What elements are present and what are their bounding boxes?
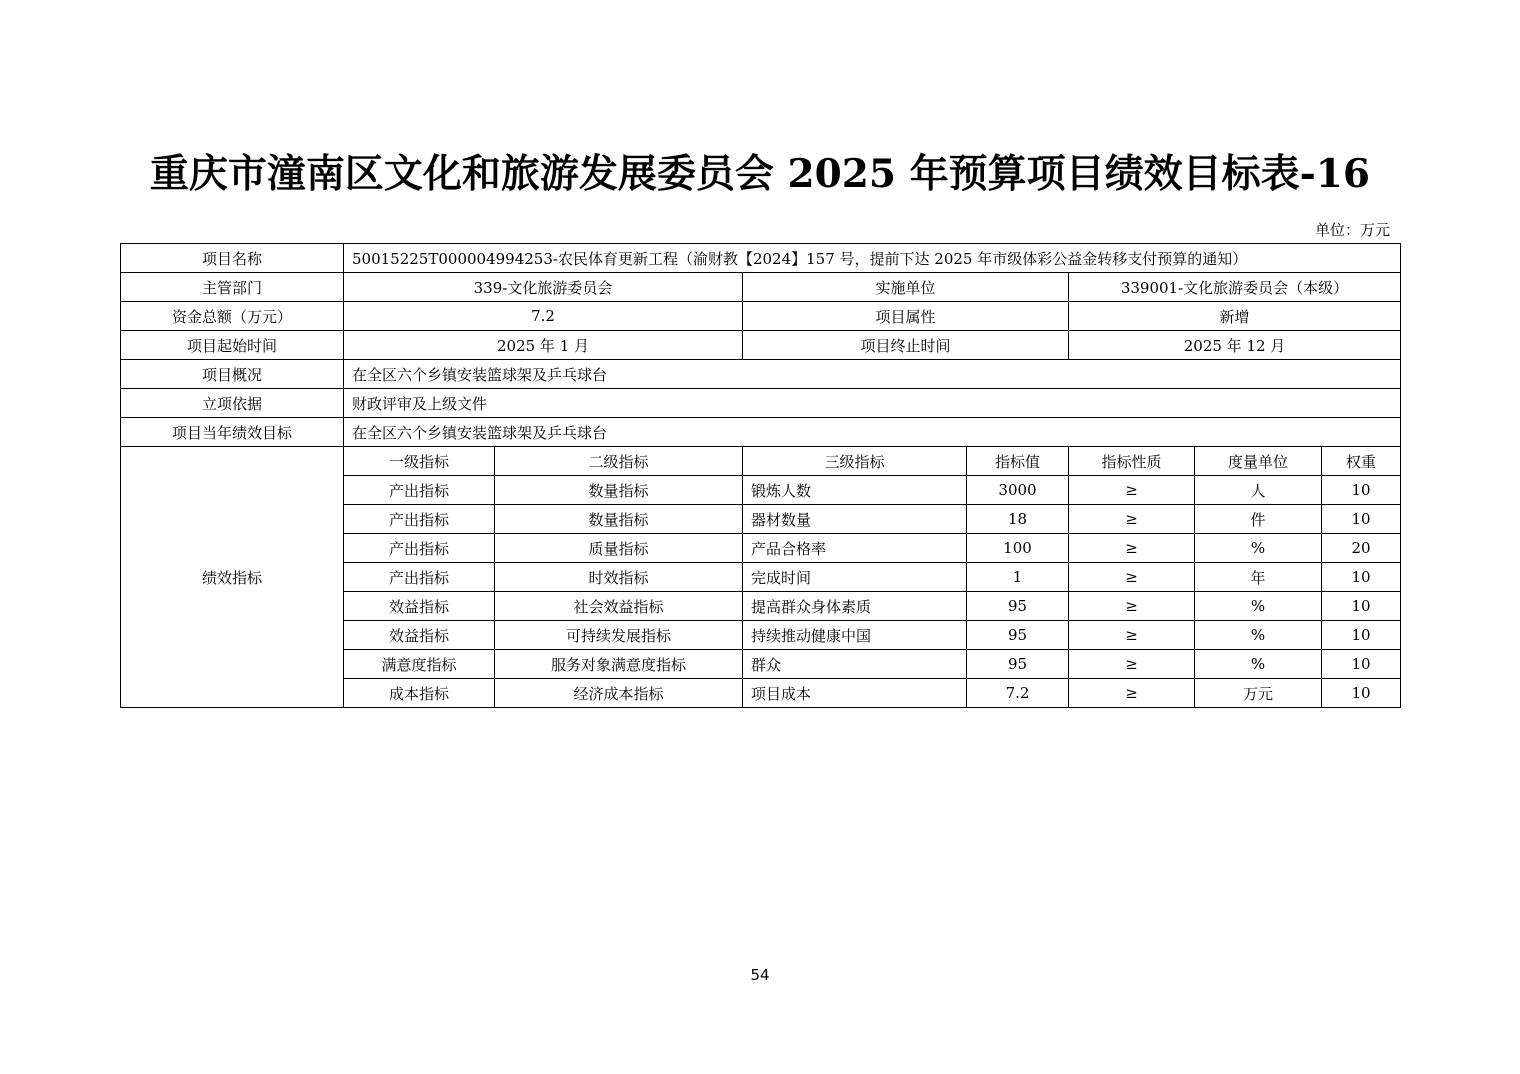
- indicator-level2: 可持续发展指标: [495, 621, 743, 650]
- indicator-value: 3000: [967, 476, 1069, 505]
- indicator-weight: 10: [1322, 505, 1401, 534]
- total-funds-label: 资金总额（万元）: [121, 302, 344, 331]
- indicator-level3: 锻炼人数: [743, 476, 967, 505]
- impl-unit-value: 339001-文化旅游委员会（本级）: [1069, 273, 1401, 302]
- indicator-level2: 时效指标: [495, 563, 743, 592]
- indicator-level3: 器材数量: [743, 505, 967, 534]
- indicator-nature: ≥: [1069, 621, 1195, 650]
- row-project-name: [121, 244, 1401, 273]
- header-level1: 一级指标: [344, 447, 495, 476]
- indicator-level1: 效益指标: [344, 621, 495, 650]
- goal-value: 在全区六个乡镇安装篮球架及乒乓球台: [344, 418, 1401, 447]
- dept-label: 主管部门: [121, 273, 344, 302]
- performance-target-table: [120, 243, 1401, 708]
- start-value: 2025 年 1 月: [344, 331, 743, 360]
- indicator-level2: 数量指标: [495, 505, 743, 534]
- indicator-level3: 完成时间: [743, 563, 967, 592]
- indicator-level3: 项目成本: [743, 679, 967, 708]
- indicator-unit: %: [1195, 621, 1322, 650]
- indicator-unit: %: [1195, 650, 1322, 679]
- header-nature: 指标性质: [1069, 447, 1195, 476]
- dept-value: 339-文化旅游委员会: [344, 273, 743, 302]
- overview-label: 项目概况: [121, 360, 344, 389]
- indicator-weight: 10: [1322, 679, 1401, 708]
- indicator-level1: 产出指标: [344, 563, 495, 592]
- indicator-level1: 产出指标: [344, 505, 495, 534]
- indicator-unit: 年: [1195, 563, 1322, 592]
- overview-value: 在全区六个乡镇安装篮球架及乒乓球台: [344, 360, 1401, 389]
- indicator-level1: 效益指标: [344, 592, 495, 621]
- indicator-level3: 产品合格率: [743, 534, 967, 563]
- header-value: 指标值: [967, 447, 1069, 476]
- row-dept: [121, 273, 1401, 302]
- indicator-unit: 万元: [1195, 679, 1322, 708]
- unit-label: 单位：万元: [1314, 221, 1390, 239]
- indicator-level1: 产出指标: [344, 534, 495, 563]
- indicator-level2: 质量指标: [495, 534, 743, 563]
- project-name-value: 50015225T000004994253-农民体育更新工程（渝财教【2024】157 号，提前下达 2025 年市级体彩公益金转移支付预算的通知）: [344, 244, 1401, 273]
- indicator-header-row: [121, 447, 1401, 476]
- indicator-level2: 经济成本指标: [495, 679, 743, 708]
- indicator-weight: 10: [1322, 476, 1401, 505]
- indicator-value: 95: [967, 650, 1069, 679]
- indicator-value: 100: [967, 534, 1069, 563]
- indicator-weight: 20: [1322, 534, 1401, 563]
- indicator-weight: 10: [1322, 621, 1401, 650]
- indicator-nature: ≥: [1069, 650, 1195, 679]
- indicator-value: 18: [967, 505, 1069, 534]
- row-overview: [121, 360, 1401, 389]
- total-funds-value: 7.2: [344, 302, 743, 331]
- row-period: [121, 331, 1401, 360]
- header-unit: 度量单位: [1195, 447, 1322, 476]
- indicator-level2: 数量指标: [495, 476, 743, 505]
- indicator-nature: ≥: [1069, 563, 1195, 592]
- indicator-unit: 人: [1195, 476, 1322, 505]
- indicator-level1: 满意度指标: [344, 650, 495, 679]
- indicator-weight: 10: [1322, 592, 1401, 621]
- indicator-level1: 成本指标: [344, 679, 495, 708]
- attr-label: 项目属性: [743, 302, 1069, 331]
- start-label: 项目起始时间: [121, 331, 344, 360]
- document-title: 重庆市潼南区文化和旅游发展委员会 2025 年预算项目绩效目标表-16: [149, 151, 1371, 197]
- indicator-level3: 提高群众身体素质: [743, 592, 967, 621]
- indicator-value: 7.2: [967, 679, 1069, 708]
- row-basis: [121, 389, 1401, 418]
- indicator-nature: ≥: [1069, 534, 1195, 563]
- row-goal: [121, 418, 1401, 447]
- indicator-value: 1: [967, 563, 1069, 592]
- page-number: 54: [750, 966, 770, 984]
- attr-value: 新增: [1069, 302, 1401, 331]
- end-value: 2025 年 12 月: [1069, 331, 1401, 360]
- header-level2: 二级指标: [495, 447, 743, 476]
- project-name-label: 项目名称: [121, 244, 344, 273]
- indicator-level1: 产出指标: [344, 476, 495, 505]
- goal-label: 项目当年绩效目标: [121, 418, 344, 447]
- basis-label: 立项依据: [121, 389, 344, 418]
- indicators-section-label: 绩效指标: [121, 447, 344, 708]
- indicator-nature: ≥: [1069, 679, 1195, 708]
- indicator-nature: ≥: [1069, 505, 1195, 534]
- indicator-nature: ≥: [1069, 592, 1195, 621]
- indicator-level2: 社会效益指标: [495, 592, 743, 621]
- header-level3: 三级指标: [743, 447, 967, 476]
- indicator-level3: 群众: [743, 650, 967, 679]
- row-funds: [121, 302, 1401, 331]
- impl-unit-label: 实施单位: [743, 273, 1069, 302]
- indicator-nature: ≥: [1069, 476, 1195, 505]
- indicator-value: 95: [967, 621, 1069, 650]
- indicator-unit: %: [1195, 592, 1322, 621]
- indicator-weight: 10: [1322, 563, 1401, 592]
- indicator-level3: 持续推动健康中国: [743, 621, 967, 650]
- indicator-level2: 服务对象满意度指标: [495, 650, 743, 679]
- end-label: 项目终止时间: [743, 331, 1069, 360]
- indicator-unit: %: [1195, 534, 1322, 563]
- indicator-value: 95: [967, 592, 1069, 621]
- indicator-weight: 10: [1322, 650, 1401, 679]
- header-weight: 权重: [1322, 447, 1401, 476]
- indicator-unit: 件: [1195, 505, 1322, 534]
- basis-value: 财政评审及上级文件: [344, 389, 1401, 418]
